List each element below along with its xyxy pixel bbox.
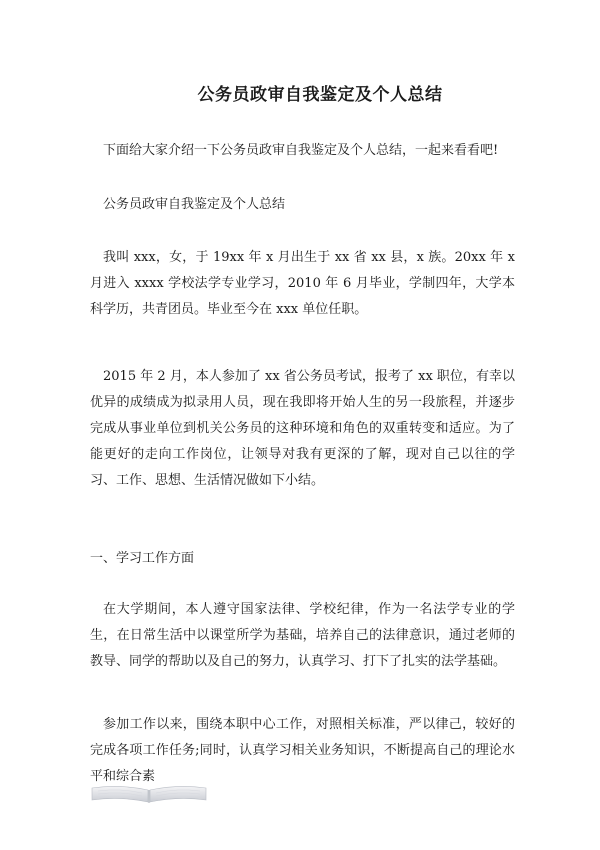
paragraph-university: 在大学期间，本人遵守国家法律、学校纪律，作为一名法学专业的学生，在日常生活中以课堂所学为基础，培养自己的法律意识，通过老师的教导、同学的帮助以及自己的努力，认真学习、打下了扎实的法学基础。 — [90, 602, 515, 669]
book-left-page — [92, 786, 148, 802]
section-heading-study-work: 一、学习工作方面 — [90, 551, 195, 566]
paragraph-exam: 2015 年 2 月，本人参加了 xx 省公务员考试，报考了 xx 职位，有幸以优异的成绩成为拟录用人员，现在我即将开始人生的另一段旅程，并逐步完成从事业单位到机关公务员的这种环境和角色的双重转变和适应。为了能更好的走向工作岗位，让领导对我有更深的了解，现对自己以往的学习、工作、思想、生活情况做如下小结。 — [90, 369, 515, 488]
document-subtitle: 公务员政审自我鉴定及个人总结 — [103, 197, 286, 212]
intro-text: 下面给大家介绍一下公务员政审自我鉴定及个人总结，一起来看看吧! — [103, 143, 499, 158]
paragraph-work: 参加工作以来，围绕本职中心工作，对照相关标准，严以律己，较好的完成各项工作任务;同时，认真学习相关业务知识，不断提高自己的理论水平和综合素 — [90, 717, 515, 784]
document-title: 公务员政审自我鉴定及个人总结 — [197, 85, 443, 105]
open-book-icon — [90, 782, 208, 804]
paragraph-personal-info: 我叫 xxx，女，于 19xx 年 x 月出生于 xx 省 xx 县，x 族。20xx 年 x 月进入 xxxx 学校法学专业学习，2010 年 6 月毕业，学制四年，大学本科学历，共青团员。毕业至今在 xxx 单位任职。 — [90, 250, 515, 317]
book-right-page — [150, 786, 206, 802]
